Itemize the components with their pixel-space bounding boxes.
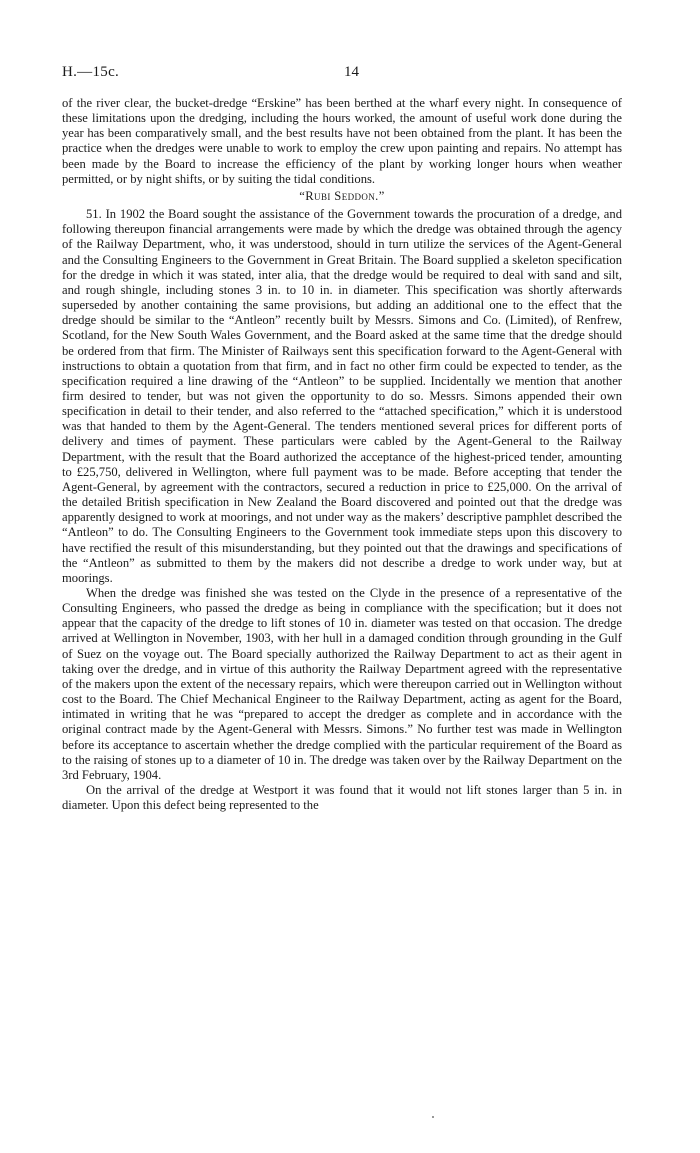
paragraph-51: 51. In 1902 the Board sought the assistance of the Government towards the procuration of a dredge, and following thereupon financial arrangements were made by which the dredge was obtained through the agency of the Railway Department, who, it was understood, should in turn utilize the services of the Agent-General and the Consulting Engineers to the Government in Great Britain. The Board supplied a skeleton specification for the dredge in which it was stated, inter alia, that the dredge would be required to deal with sand and silt, and rough shingle, including stones 3 in. to 10 in. in diameter. This specification was shortly afterwards superseded by another containing the same provisions, but adding an additional one to the effect that the dredge should be similar to the “Antleon” recently built by Messrs. Simons and Co. (Limited), of Renfrew, Scotland, for the New South Wales Government, and the Board asked at the same time that the dredge should be ordered from that firm. The Minister of Railways sent this specification forward to the Agent-General with instructions to obtain a quotation from that firm, and in fact no other firm could be expected to tender, as the specification required a line drawing of the “Antleon” to be supplied. Incidentally we mention that another firm desired to tender, but was not given the opportunity to do so. Messrs. Simons appended their own specification in detail to their tender, and also referred to the “attached specification,” which it is understood was that handed to them by the Agent-General. The tenders mentioned several prices for different ports of delivery and times of payment. These particulars were cabled by the Agent-General to the Railway Department, with the result that the Board authorized the acceptance of the highest-priced tender, amounting to £25,750, delivered in Wellington, where full payment was to be made. Before accepting that tender the Agent-General, by agreement with the contractors, secured a reduction in price to £25,000. On the arrival of the detailed British specification in New Zealand the Board discovered and pointed out that the dredge was apparently designed to work at moorings, and not under way as the makers’ descriptive pamphlet described the “Antleon” to do. The Consulting Engineers to the Government took immediate steps upon this discovery to have rectified the result of this misunderstanding, but they pointed out that the drawings and specifications of the “Antleon” as submitted to them by the makers did not describe a dredge to work under way, but at moorings. — [62, 207, 622, 585]
page-number: 14 — [344, 64, 359, 80]
page-speck — [432, 1116, 434, 1118]
paragraph-clyde-test: When the dredge was finished she was tested on the Clyde in the presence of a representative of the Consulting Engineers, who passed the dredge as being in compliance with the specification; but it does not appear that the capacity of the dredge to lift stones of 10 in. diameter was tested on that occasion. The dredge arrived at Wellington in November, 1903, with her hull in a damaged condition through grounding in the Gulf of Suez on the voyage out. The Board specially authorized the Railway Department to act as their agent in taking over the dredge, and in virtue of this authority the Railway Department agreed with the representative of the makers upon the extent of the necessary repairs, which were thereupon carried out in Wellington without cost to the Board. The Chief Mechanical Engineer to the Railway Department, acting as agent for the Board, intimated in writing that he was “prepared to accept the dredger as complete and in accordance with the original contract made by the Agent-General with Messrs. Simons.” No further test was made in Wellington before its acceptance to ascertain whether the dredge complied with the particular requirement of the Board as to the raising of stones up to a diameter of 10 in. The dredge was taken over by the Railway Department on the 3rd February, 1904. — [62, 586, 622, 782]
document-reference: H.—15c. — [62, 64, 120, 80]
body-text — [62, 96, 622, 813]
paragraph-continued: of the river clear, the bucket-dredge “Erskine” has been berthed at the wharf every night. In consequence of these limitations upon the dredging, including the hours worked, the amount of useful work done during the year has been comparatively small, and the best results have not been obtained from the plant. It has been the practice when the dredges were unable to work to employ the crew upon painting and repairs. No attempt has been made by the Board to increase the efficiency of the plant by working longer hours when weather permitted, or by night shifts, or by suiting the tidal conditions. — [62, 96, 622, 186]
section-heading: “Rubi Seddon.” — [299, 188, 385, 203]
paragraph-westport: On the arrival of the dredge at Westport it was found that it would not lift stones larger than 5 in. in diameter. Upon this defect being represented to the — [62, 783, 622, 813]
page-header — [62, 64, 622, 86]
